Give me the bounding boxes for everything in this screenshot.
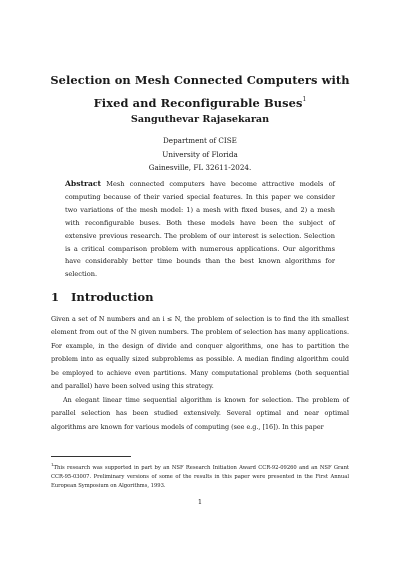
abstract [65,178,335,281]
footnote-mark: 1 [51,462,54,467]
footnote [51,460,349,492]
title-line-2 [30,90,370,113]
title-line-1: Selection on Mesh Connected Computers with [50,73,350,87]
author-department: Department of CISE [163,136,237,145]
author-address: Gainesville, FL 32611-2024. [148,163,252,173]
abstract-text: Mesh connected computers have become attractive models of computing because of their varied special features. In this paper we consider two variations of the mesh model: 1) a mesh with fixed buses, and 2) a mesh with reconfigurable buses. Both these models have been the subject of extensive previous research. The problem of our interest is selection. Selection is a critical comparison problem with numerous applications. Our algorithms have considerably better time bounds than the best known algorithms for selection. [65,180,335,279]
title-footnote-mark: 1 [302,96,307,103]
section-heading [51,290,154,304]
title-line-2-text: Fixed and Reconfigurable Buses [93,96,303,110]
abstract-heading: Abstract [65,179,102,188]
section-body [51,313,349,434]
intro-paragraph-1: Given a set of N numbers and an i ≤ N, the problem of selection is to find the ith smallest element from out of the N given numbers. The problem of selection has many applications. For example, in the design of divide and conquer algorithms, one has to partition the problem into as equally sized subproblems as possible. A median finding algorithm could be employed to achieve even partitions. Many computational problems (both sequential and parallel) have been solved using this strategy. [51,315,349,391]
footnote-rule [51,456,131,457]
footnote-text: This research was supported in part by an NSF Research Initiation Award CCR-92-09260 and an NSF Grant CCR-95-03007. Preliminary versions of some of the results in this paper were presented in the First Annual European Symposium on Algorithms, 1993. [51,465,349,490]
section-number: 1 [51,290,60,304]
page-number: 1 [197,498,203,506]
author-affiliation [0,134,400,175]
author-name: Sanguthevar Rajasekaran [130,114,270,125]
intro-paragraph-2: An elegant linear time sequential algorithm is known for selection. The problem of parallel selection has been studied extensively. Several optimal and near optimal algorithms are known for various models of computing (see e.g., [16]). In this paper [51,395,349,431]
paper-title [30,70,370,113]
author-university: University of Florida [162,149,238,159]
section-title: Introduction [71,290,154,304]
